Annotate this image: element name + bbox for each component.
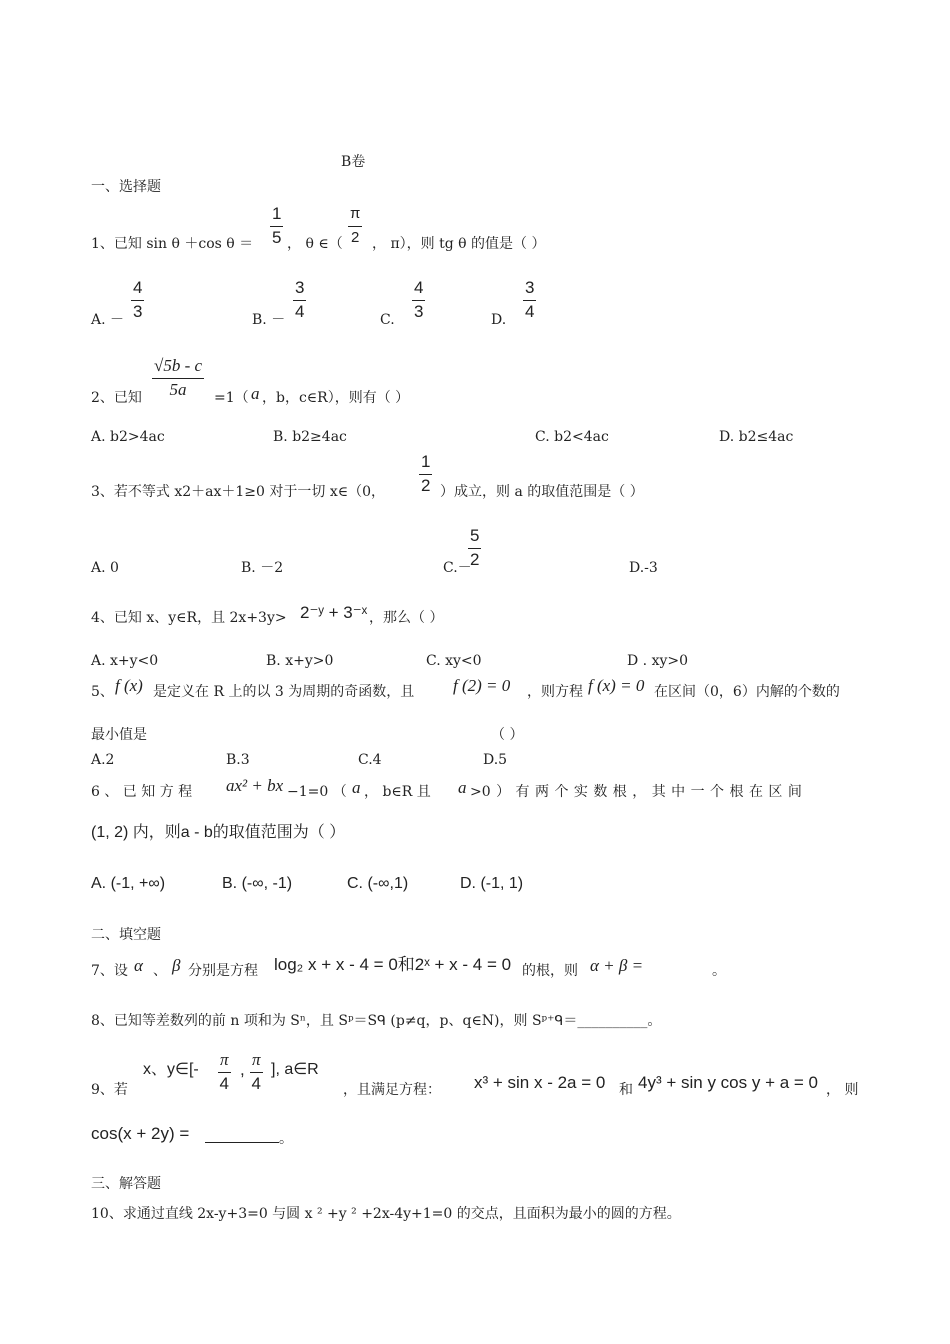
q1-option-d-fraction xyxy=(523,278,536,322)
q9-pi2-num: π xyxy=(250,1050,263,1073)
q7-sum: α + β = xyxy=(590,956,644,975)
q9-pi2-den: 4 xyxy=(251,1074,261,1093)
q9-comma: , xyxy=(240,1060,245,1079)
q2-frac-den: 5a xyxy=(169,380,187,399)
q1-c-num: 4 xyxy=(412,278,425,301)
question-8: 8、已知等差数列的前 n 项和为 Sⁿ，且 Sᵖ＝Sᑫ (p≠q，p、q∈N)，则 Sᵖ⁺ᑫ＝__________。 xyxy=(91,1013,662,1029)
q1-option-a-fraction xyxy=(131,278,144,322)
q4-option-c: C. xy<0 xyxy=(426,653,482,669)
q9-stem-start: 9、若 xyxy=(91,1082,128,1098)
q2-option-c: C. b2<4ac xyxy=(535,429,609,445)
q7-text-2: 的根，则 xyxy=(522,963,578,979)
q2-stem-end: ，b，c∈R），则有（ ） xyxy=(262,390,410,406)
q4-option-d: D . xy>0 xyxy=(627,653,689,669)
q6-stem-end: >0 ） 有 两 个 实 数 根 ， 其 中 一 个 根 在 区 间 xyxy=(470,784,802,800)
q4-stem-start: 4、已知 x、y∈R，且 2x+3y> xyxy=(91,610,287,626)
q2-stem-mid: =1（ xyxy=(214,390,249,406)
q9-answer-blank xyxy=(205,1130,293,1148)
q6-stem-start: 6 、 已 知 方 程 xyxy=(91,784,193,800)
question-10: 10、求通过直线 2x-y+3=0 与圆 x ² +y ² +2x-4y+1=0 的交点，且面积为最小的圆的方程。 xyxy=(91,1206,681,1222)
q3-option-b: B. －2 xyxy=(241,560,284,576)
q9-pi1-den: 4 xyxy=(219,1074,229,1093)
q2-frac-num: √5b - c xyxy=(152,356,204,379)
q4-option-a: A. x+y<0 xyxy=(91,653,159,669)
q9-and: 和 xyxy=(619,1082,633,1098)
q1-d-den: 4 xyxy=(525,302,535,321)
page-title: B卷 xyxy=(341,154,366,170)
section-heading-choice: 一、选择题 xyxy=(91,179,161,195)
q9-pi1-num: π xyxy=(218,1050,231,1073)
q1-b-num: 3 xyxy=(293,278,306,301)
q2-option-d: D. b2≤4ac xyxy=(719,429,794,445)
q9-line2: cos(x + 2y) = xyxy=(91,1124,190,1143)
q9-set-end: ], a∈R xyxy=(271,1061,319,1078)
q9-pi-fraction-1 xyxy=(218,1050,231,1094)
q1-pi-fraction xyxy=(348,204,362,248)
q5-number: 5、 xyxy=(91,684,114,700)
q9-equation-1: x³ + sin x - 2a = 0 xyxy=(474,1073,606,1092)
q6-stem-mid: −1=0 （ xyxy=(287,784,347,800)
q1-d-num: 3 xyxy=(523,278,536,301)
q9-end: 。 xyxy=(279,1131,293,1147)
q6-option-b: B. (-∞, -1) xyxy=(222,875,293,892)
q1-stem-end: ， π），则 tg θ 的值是（ ） xyxy=(372,236,546,252)
q5-answer-paren: （ ） xyxy=(491,727,524,743)
q1-option-a-label: A. － xyxy=(91,312,125,328)
q5-option-b: B.3 xyxy=(226,752,250,768)
q1-b-den: 4 xyxy=(295,302,305,321)
q7-expression: log₂ x + x - 4 = 0和2ˣ + x - 4 = 0 xyxy=(274,955,512,974)
q3-option-a: A. 0 xyxy=(91,560,119,576)
q6-option-c: C. (-∞,1) xyxy=(347,875,409,892)
q5-f2: f (2) = 0 xyxy=(453,676,511,695)
q2-var-a: a xyxy=(251,384,260,403)
q1-c-den: 3 xyxy=(414,302,424,321)
q1-fraction xyxy=(270,204,283,248)
q5-option-a: A.2 xyxy=(91,752,115,768)
q2-fraction xyxy=(152,356,204,400)
q1-option-d-label: D. xyxy=(491,312,507,328)
q1-stem-mid: ， θ ∈（ xyxy=(287,236,343,252)
q2-stem-start: 2、已知 xyxy=(91,390,142,406)
q9-text-1: ，且满足方程： xyxy=(343,1082,441,1098)
q5-text-3: 在区间（0，6）内解的个数的 xyxy=(654,684,840,700)
q7-text-1: 分别是方程 xyxy=(188,963,258,979)
q6-expression: ax² + bx xyxy=(226,776,284,795)
q3-c-den: 2 xyxy=(470,550,480,569)
q6-stem-mid2: ， b∈R 且 xyxy=(364,784,431,800)
q1-a-den: 3 xyxy=(133,302,143,321)
q4-expression: 2⁻ʸ + 3⁻ˣ xyxy=(300,603,368,622)
q6-option-d: D. (-1, 1) xyxy=(460,875,524,892)
q3-frac-den: 2 xyxy=(421,476,431,495)
q4-stem-end: ，那么（ ） xyxy=(369,610,444,626)
section-heading-answer: 三、解答题 xyxy=(91,1176,161,1192)
q1-option-c-label: C. xyxy=(380,312,395,328)
q3-option-c-fraction xyxy=(468,526,481,570)
q9-pi-fraction-2 xyxy=(250,1050,263,1094)
q6-var-a2: a xyxy=(458,778,467,797)
q1-pi-num: π xyxy=(348,204,362,227)
q1-option-c-fraction xyxy=(412,278,425,322)
q2-option-a: A. b2>4ac xyxy=(91,429,165,445)
q4-option-b: B. x+y>0 xyxy=(266,653,334,669)
q3-fraction xyxy=(419,452,432,496)
q1-option-b-fraction xyxy=(293,278,306,322)
q5-fx: f (x) xyxy=(115,676,143,695)
q1-option-b-label: B. － xyxy=(252,312,286,328)
q6-line2: (1, 2) 内，则a - b的取值范围为（ ） xyxy=(91,824,346,841)
q5-text-1: 是定义在 R 上的以 3 为周期的奇函数，且 xyxy=(153,684,415,700)
q5-option-d: D.5 xyxy=(483,752,508,768)
q6-option-a: A. (-1, +∞) xyxy=(91,875,166,892)
q3-frac-num: 1 xyxy=(419,452,432,475)
q3-stem-end: ）成立，则 a 的取值范围是（ ） xyxy=(440,484,644,500)
q1-stem-start: 1、已知 sin θ ＋cos θ ＝ xyxy=(91,236,254,252)
q3-stem-start: 3、若不等式 x2＋ax＋1≥0 对于一切 x∈（0， xyxy=(91,484,386,500)
q7-beta: β xyxy=(172,956,181,975)
q2-option-b: B. b2≥4ac xyxy=(273,429,347,445)
q7-sep: 、 xyxy=(153,963,167,979)
q7-stem-start: 7、设 xyxy=(91,963,128,979)
q1-frac-den: 5 xyxy=(272,228,282,247)
q5-fx0: f (x) = 0 xyxy=(588,676,645,695)
q7-alpha: α xyxy=(134,956,143,975)
q1-frac-num: 1 xyxy=(270,204,283,227)
q9-set-start: x、y∈[- xyxy=(143,1061,199,1078)
q5-text-2: ，则方程 xyxy=(527,684,583,700)
q6-var-a1: a xyxy=(352,778,361,797)
q3-c-num: 5 xyxy=(468,526,481,549)
q3-option-c: C.－ xyxy=(443,560,472,576)
q9-equation-2: 4y³ + sin y cos y + a = 0 xyxy=(638,1073,819,1092)
q5-line2: 最小值是 xyxy=(91,727,147,743)
q1-a-num: 4 xyxy=(131,278,144,301)
q1-pi-den: 2 xyxy=(351,229,360,246)
q5-option-c: C.4 xyxy=(358,752,382,768)
q3-option-d: D.-3 xyxy=(629,560,658,576)
q7-end: 。 xyxy=(712,963,726,979)
section-heading-fill: 二、填空题 xyxy=(91,927,161,943)
q9-text-2: ， 则 xyxy=(826,1082,859,1098)
